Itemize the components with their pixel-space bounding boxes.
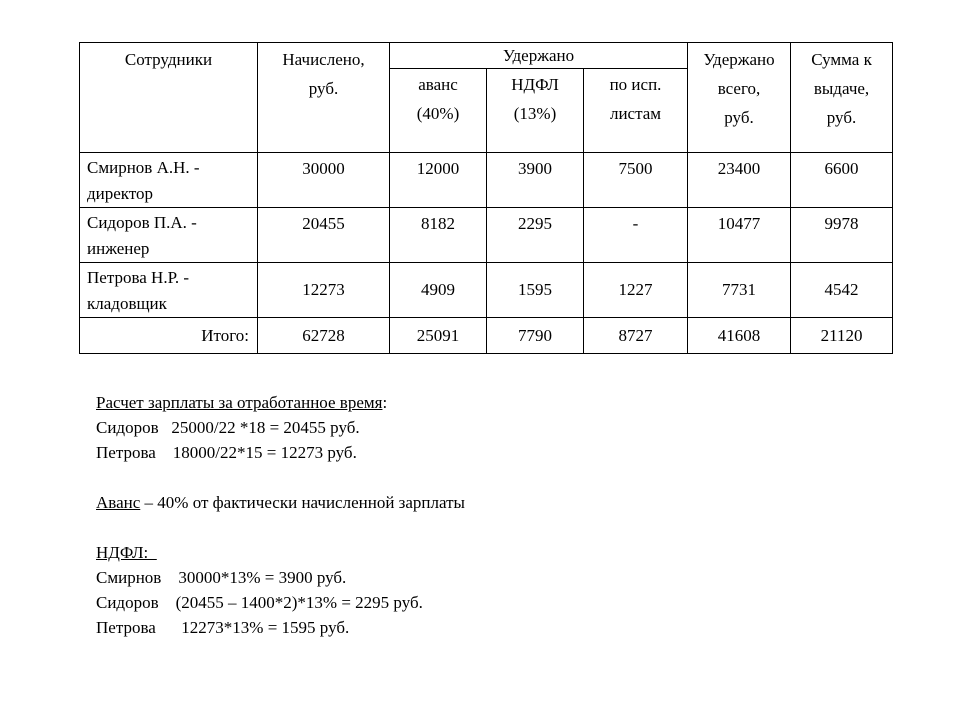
- header-row-top: [80, 43, 893, 69]
- header-withheld-total-line2: всего,: [717, 79, 761, 98]
- calc-heading: Расчет зарплаты за отработанное время: [96, 393, 383, 412]
- header-withheld-text: Удержано: [502, 46, 575, 65]
- header-advance-line1: аванс: [418, 75, 458, 94]
- total-payout: 21120: [791, 318, 893, 354]
- header-ndfl-line1: НДФЛ: [511, 75, 559, 94]
- calc-petrova: Петрова 18000/22*15 = 12273 руб.: [96, 443, 357, 462]
- total-ndfl: 7790: [487, 318, 584, 354]
- header-payout: [791, 43, 893, 153]
- cell-payout: 9978: [791, 208, 893, 263]
- calc-sidorov: Сидоров 25000/22 *18 = 20455 руб.: [96, 418, 360, 437]
- spacer: [96, 465, 465, 490]
- advance-heading: Аванс: [96, 493, 141, 512]
- row-employee-name: [80, 153, 258, 208]
- calc-heading-line: [96, 390, 465, 415]
- cell-withheld-total: 7731: [688, 263, 791, 318]
- header-withheld-total-line3: руб.: [724, 108, 754, 127]
- header-accrued-line2: руб.: [308, 79, 339, 98]
- calculation-notes: [96, 390, 465, 640]
- table-row: [80, 208, 893, 263]
- row-name-line1: Сидоров П.А. -: [87, 213, 197, 232]
- cell-withheld-total: 23400: [688, 153, 791, 208]
- header-withheld-total-line1: Удержано: [703, 50, 775, 69]
- header-advance: [390, 69, 487, 153]
- row-name-line2: директор: [87, 184, 154, 203]
- table-row: [80, 263, 893, 318]
- header-payout-line2: выдаче,: [813, 79, 870, 98]
- totals-label: Итого:: [80, 318, 258, 354]
- cell-payout: 4542: [791, 263, 893, 318]
- header-writs-line2: листам: [609, 104, 662, 123]
- ndfl-heading-line: [96, 540, 465, 565]
- header-accrued: [258, 43, 390, 153]
- cell-withheld-total: 10477: [688, 208, 791, 263]
- total-writs: 8727: [584, 318, 688, 354]
- cell-ndfl: 1595: [487, 263, 584, 318]
- row-name-line2: кладовщик: [87, 294, 167, 313]
- header-withheld-total: [688, 43, 791, 153]
- spacer: [96, 515, 465, 540]
- cell-advance: 8182: [390, 208, 487, 263]
- row-name-line2: инженер: [87, 239, 150, 258]
- cell-advance: 4909: [390, 263, 487, 318]
- cell-writs: -: [584, 208, 688, 263]
- header-ndfl-line2: (13%): [513, 104, 557, 123]
- table-row: [80, 153, 893, 208]
- row-employee-name: [80, 263, 258, 318]
- calc-heading-colon: :: [382, 393, 388, 412]
- cell-writs: 7500: [584, 153, 688, 208]
- advance-line: [96, 490, 465, 515]
- cell-accrued: 30000: [258, 153, 390, 208]
- header-payout-line1: Сумма к: [811, 50, 872, 69]
- cell-advance: 12000: [390, 153, 487, 208]
- ndfl-sidorov: Сидоров (20455 – 1400*2)*13% = 2295 руб.: [96, 593, 423, 612]
- total-accrued: 62728: [258, 318, 390, 354]
- header-advance-line2: (40%): [416, 104, 460, 123]
- header-employees-text: Сотрудники: [124, 50, 213, 69]
- salary-table: [79, 42, 893, 354]
- header-ndfl: [487, 69, 584, 153]
- row-employee-name: [80, 208, 258, 263]
- cell-ndfl: 3900: [487, 153, 584, 208]
- ndfl-petrova: Петрова 12273*13% = 1595 руб.: [96, 618, 350, 637]
- advance-text: – 40% от фактически начисленной зарплаты: [140, 493, 465, 512]
- header-payout-line3: руб.: [826, 108, 857, 127]
- cell-payout: 6600: [791, 153, 893, 208]
- totals-row: [80, 318, 893, 354]
- cell-ndfl: 2295: [487, 208, 584, 263]
- cell-writs: 1227: [584, 263, 688, 318]
- ndfl-heading: НДФЛ:: [96, 543, 157, 562]
- header-accrued-line1: Начислено,: [282, 50, 365, 69]
- row-name-line1: Смирнов А.Н. -: [87, 158, 200, 177]
- total-advance: 25091: [390, 318, 487, 354]
- total-withheld-total: 41608: [688, 318, 791, 354]
- header-employees: [80, 43, 258, 153]
- row-name-line1: Петрова Н.Р. -: [87, 268, 190, 287]
- header-withheld: [390, 43, 688, 69]
- header-writs: [584, 69, 688, 153]
- cell-accrued: 20455: [258, 208, 390, 263]
- cell-accrued: 12273: [258, 263, 390, 318]
- header-writs-line1: по исп.: [609, 75, 662, 94]
- ndfl-smirnov: Смирнов 30000*13% = 3900 руб.: [96, 568, 347, 587]
